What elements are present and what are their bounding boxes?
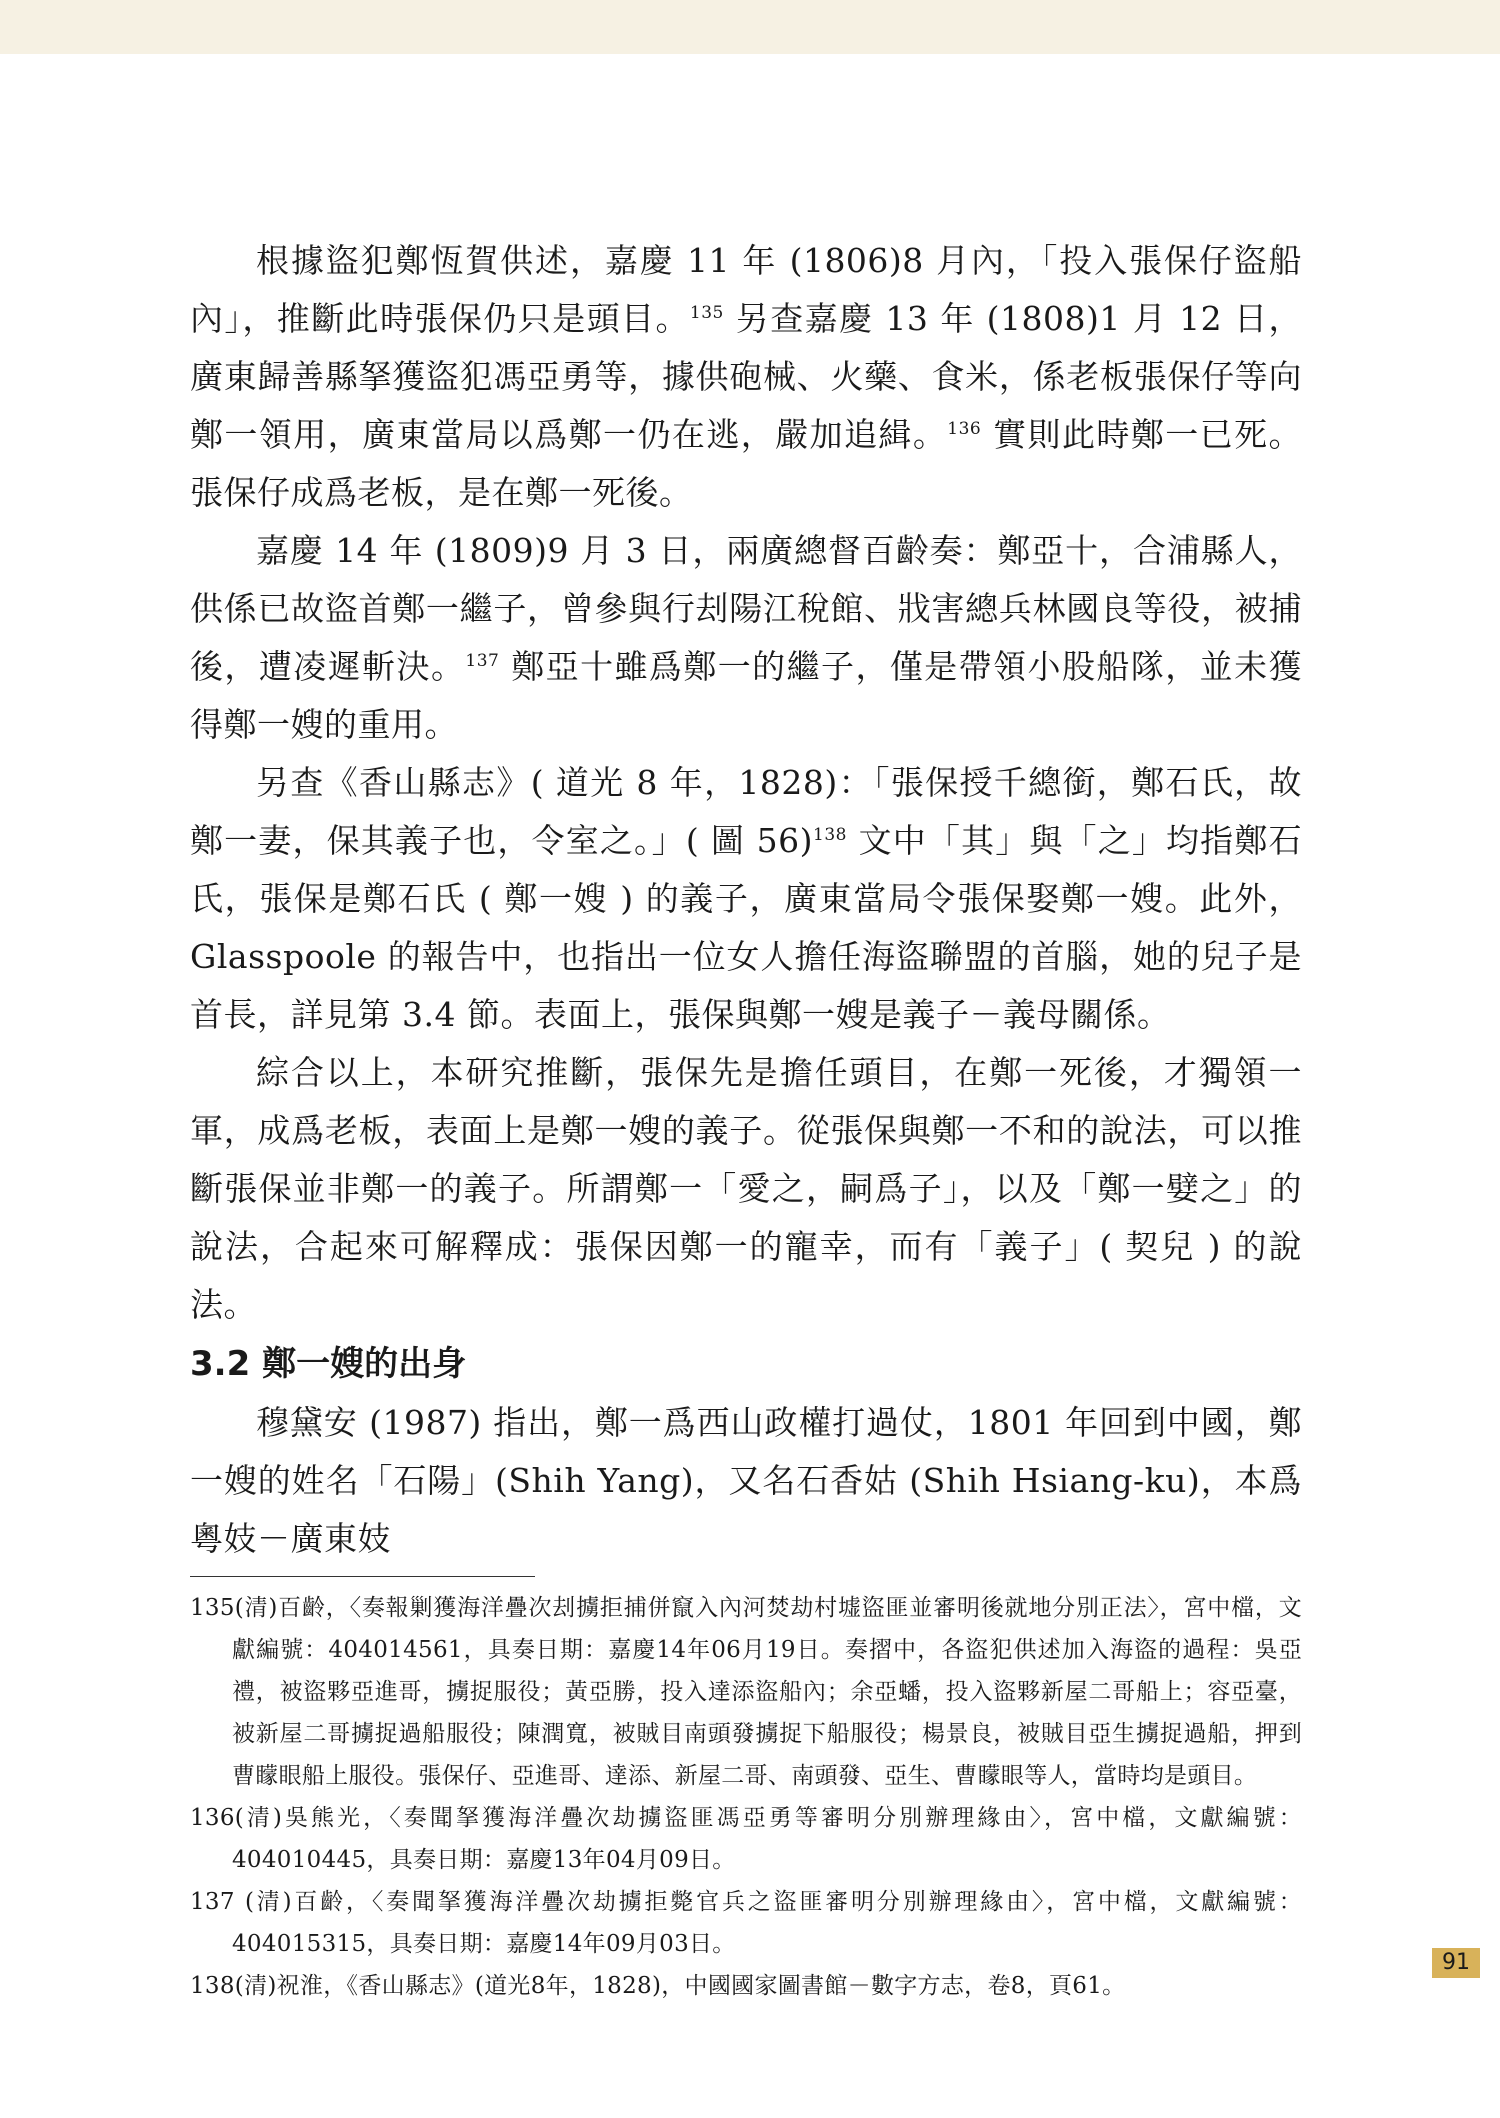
paragraph-text: 根據盜犯鄭恆賀供述，嘉慶 11 年 (1806)8 月內，「投入張保仔盜船內」，推斷此時張保仍只是頭目。 (190, 241, 1302, 338)
body-paragraph-1 (190, 232, 1302, 522)
paragraph-text: 另查嘉慶 13 年 (1808)1 月 12 日，廣東歸善縣拏獲盜犯馮亞勇等，據供砲械、火藥、食米，係老板張保仔等向鄭一領用，廣東當局以爲鄭一仍在逃，嚴加追緝。 (190, 299, 1303, 454)
paragraph-text: 鄭亞十雖爲鄭一的繼子，僅是帶領小股船隊，並未獲得鄭一嫂的重用。 (190, 647, 1302, 744)
top-color-band (0, 0, 1500, 54)
footnote-137: 137 (清)百齡，〈奏聞拏獲海洋疊次劫擄拒斃官兵之盜匪審明分別辦理緣由〉，宮中檔，文獻編號：404015315，具奏日期：嘉慶14年09月03日。 (190, 1889, 1302, 1957)
footnote-138: 138(清)祝淮，《香山縣志》(道光8年，1828)，中國國家圖書館－數字方志，卷8，頁61。 (190, 1973, 1126, 1999)
body-paragraph-3 (190, 754, 1302, 1044)
paragraph-text: 文中「其」與「之」均指鄭石氏，張保是鄭石氏 ( 鄭一嫂 ) 的義子，廣東當局令張保娶鄭一嫂。此外，Glasspoole 的報告中，也指出一位女人擔任海盜聯盟的首腦，她的兒子是首長，詳見第 3.4 節。表面上，張保與鄭一嫂是義子－義母關係。 (190, 821, 1302, 1034)
footnotes (190, 1587, 1302, 2007)
footnote-136: 136(清)吳熊光，〈奏聞拏獲海洋疊次劫擄盜匪馮亞勇等審明分別辦理緣由〉，宮中檔，文獻編號：404010445，具奏日期：嘉慶13年04月09日。 (190, 1805, 1302, 1873)
footnote-divider (190, 1576, 535, 1577)
paragraph-text: 嘉慶 14 年 (1809)9 月 3 日，兩廣總督百齡奏：鄭亞十，合浦縣人，供係已故盜首鄭一繼子，曾參與行刦陽江稅館、戕害總兵林國良等役，被捕後，遭凌遲斬決。 (190, 531, 1302, 686)
footnote-reference[interactable]: 136 (947, 419, 982, 439)
footnote-reference[interactable]: 137 (465, 651, 500, 671)
paragraph-text: 實則此時鄭一已死。張保仔成爲老板，是在鄭一死後。 (190, 415, 1302, 512)
body-paragraph-4 (190, 1044, 1302, 1334)
paragraph-text: 另查《香山縣志》( 道光 8 年，1828)：「張保授千總銜，鄭石氏，故鄭一妻，保其義子也，令室之。」( 圖 56) (190, 763, 1302, 860)
page-body (190, 232, 1302, 2007)
section-paragraph: 穆黛安 (1987) 指出，鄭一爲西山政權打過仗，1801 年回到中國，鄭一嫂的姓名「石陽」(Shih Yang)，又名石香姑 (Shih Hsiang-ku)，本爲粵妓－廣東妓 (190, 1403, 1302, 1558)
page-number: 91 (1432, 1948, 1480, 1978)
footnote-135: 135(清)百齡，〈奏報剿獲海洋疊次刦擄拒捕併竄入內河焚劫村墟盜匪並審明後就地分別正法〉，宮中檔，文獻編號：404014561，具奏日期：嘉慶14年06月19日。奏摺中，各盜犯供述加入海盜的過程：吳亞禮，被盜夥亞進哥，擄捉服役；黃亞勝，投入達添盜船內；余亞蟠，投入盜夥新屋二哥船上；容亞臺，被新屋二哥擄捉過船服役；陳潤寬，被賊目南頭發擄捉下船服役；楊景良，被賊目亞生擄捉過船，押到曹矇眼船上服役。張保仔、亞進哥、達添、新屋二哥、南頭發、亞生、曹矇眼等人，當時均是頭目。 (190, 1595, 1302, 1789)
paragraph-text: 綜合以上，本研究推斷，張保先是擔任頭目，在鄭一死後，才獨領一軍，成爲老板，表面上是鄭一嫂的義子。從張保與鄭一不和的說法，可以推斷張保並非鄭一的義子。所謂鄭一「愛之，嗣爲子」，以及「鄭一嬖之」的說法，合起來可解釋成：張保因鄭一的寵幸，而有「義子」( 契兒 ) 的說法。 (190, 1053, 1302, 1324)
footnote-reference[interactable]: 135 (689, 303, 724, 323)
section-heading: 3.2 鄭一嫂的出身 (190, 1344, 467, 1384)
body-paragraph-2 (190, 522, 1302, 754)
footnote-reference[interactable]: 138 (813, 825, 847, 845)
